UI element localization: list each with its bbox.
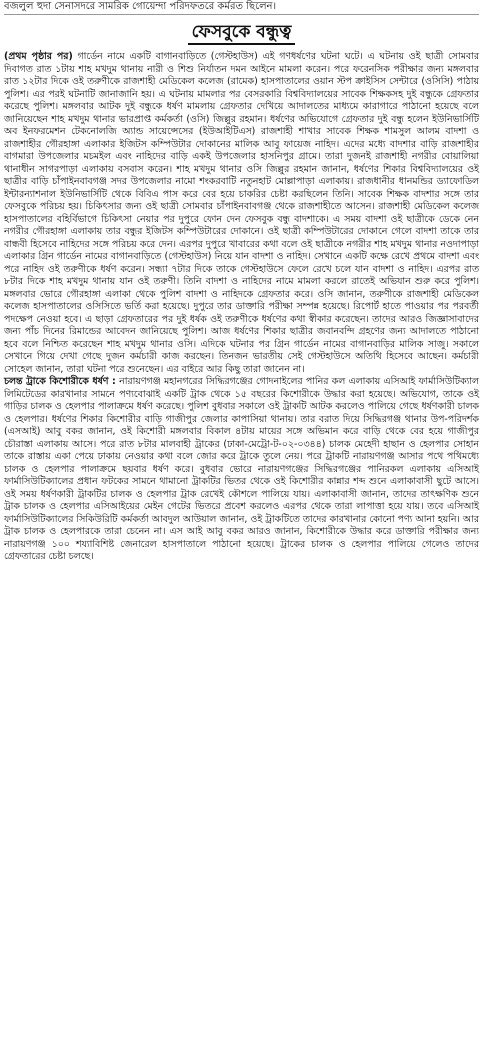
story-1-paragraph xyxy=(4,51,479,376)
previous-story-tail: বজলুল হুদা সেনাসদরে সামরিক গোয়েন্দা পরিদফতরে কর্মরত ছিলেন। xyxy=(4,0,479,15)
story-2-text: নারায়ণগঞ্জ মহানগরের সিদ্ধিরগঞ্জের গোদনাইলের পানির কল এলাকায় এসিআই ফার্মাসিউটিক্যাল লিমিটেডের কারখানার সামনে পণ্যবোঝাই একটি ট্রাক থেকে ১৫ বছরের কিশোরীকে উদ্ধার করা হয়েছে। অভিযোগ, তাকে ওই গাড়ির চালক ও হেলপার পালাক্রমে ধর্ষণ করেছে। পুলিশ বুধবার সকালে ওই ট্রাকটি আটক করলেও পালিয়ে গেছে ধর্ষণকারী চালক ও হেলপার। ধর্ষণের শিকার কিশোরীর বাড়ি গাজীপুর জেলার কাপাসিয়া থানায়। তার বরাত দিয়ে সিদ্ধিরগঞ্জ থানার উপ-পরিদর্শক (এসআই) আবু বকর জানান, ওই কিশোরী মঙ্গলবার বিকাল ৪টায় মায়ের সঙ্গে অভিমান করে বাড়ি থেকে বের হয়ে গাজীপুর চৌরাস্তা এলাকায় আসে। পরে রাত ৮টার মালবাহী ট্রাকের (ঢাকা-মেট্রো-ট-০২-০৩৪৪) চালক মেহেদী হাছান ও হেলপার সোহান তাকে রাস্তায় একা পেয়ে ঢাকায় নেওয়ার কথা বলে জোর করে ট্রাকে তুলে নেয়। পরে ট্রাকটি নারায়ণগঞ্জ আসার পথে পথিমধ্যে চালক ও হেলপার পালাক্রমে ছয়বার ধর্ষণ করে। বুধবার ভোরে নারায়ণগঞ্জের সিদ্ধিরগঞ্জের পানিরকল এলাকায় এসিআই ফার্মাসিউটিক্যালের প্রধান ফটকের সামনে থামানো ট্রাকটির ভিতর থেকে ওই কিশোরীর কান্নার শব্দ শুনে এলাকাবাসী ছুটে আসে। ওই সময় ধর্ষণকারী ট্রাকটির চালক ও হেলপার ট্রাক রেখেই কৌশলে পালিয়ে যায়। এলাকাবাসী জানান, তাদের তাৎক্ষণিক শুনে ট্রাক চালক ও হেলপার এসিআইয়ের মেইন গেটের ভিতরে প্রবেশ করলেও এরপর থেকে তারা লাপাত্তা হয়ে যায়। তবে এসিআই ফার্মাসিউটিক্যালের সিকিউরিটি কর্মকর্তা আবদুল আউয়াল জানান, ওই ট্রাকটিতে তাদের কারখানার কোনো পণ্য আনা হয়নি। আর ট্রাক চালক ও হেলপারকে তারা চেনেন না। এস আই আবু বকর আরও জানান, কিশোরীকে উদ্ধার করে ডাক্তারি পরীক্ষার জন্য নারায়ণগঞ্জ ১০০ শয্যাবিশিষ্ট জেনারেল হাসপাতালে পাঠানো হয়েছে। ট্রাকের চালক ও হেলপার পালিয়ে গেলেও তাদের গ্রেফতারের চেষ্টা চলছে। xyxy=(4,376,479,562)
headline: ফেসবুকে বন্ধুত্ব xyxy=(188,21,296,45)
story-2-subhead: চলন্ত ট্রাকে কিশোরীকে ধর্ষণ : xyxy=(4,376,116,387)
continuation-marker: (প্রথম পৃষ্ঠার পর) xyxy=(4,51,73,62)
article-body xyxy=(4,51,479,564)
story-1-text: গার্ডেন নামে একটি বাগানবাড়িতে (গেস্টহাউস) এই গণধর্ষণের ঘটনা ঘটে। এ ঘটনায় ওই ছাত্রী সোমবার দিবাগত রাত ১টায় শাহ মখদুম থানায় নারী ও শিশু নির্যাতন দমন আইনে মামলা করেন। পরে ফরেনসিক পরীক্ষার জন্য মঙ্গলবার রাত ১২টার দিকে ওই তরুণীকে রাজশাহী মেডিকেল কলেজ (রামেক) হাসপাতালের ওয়ান স্টপ ক্রাইসিস সেন্টারে (ওসিসি) পাঠায় পুলিশ। এর পরই ঘটনাটি জানাজানি হয়। এ ঘটনায় মামলার পর বেসরকারি বিশ্ববিদ্যালয়ের সাবেক শিক্ষকসহ দুই বন্ধুকে গ্রেফতার করেছে পুলিশ। মঙ্গলবার আটক দুই বন্ধুকে ধর্ষণ মামলায় গ্রেফতার দেখিয়ে আদালতের মাধ্যমে কারাগারে পাঠানো হয়েছে বলে জানিয়েছেন শাহ মখদুম থানার ভারপ্রাপ্ত কর্মকর্তা (ওসি) জিল্লুর রহমান। ধর্ষণের অভিযোগে গ্রেফতার দুই বন্ধু হলেন ইউনিভার্সিটি অব ইনফরমেশন টেকনোলজি অ্যান্ড সায়েন্সেসের (ইউআইটিএস) রাজশাহী শাখার সাবেক শিক্ষক শামসুল আলম বাদশা ও রাজশাহীর গৌরহাঙ্গা এলাকার ইজিটস কম্পিউটার দোকানের মালিক আবু ফায়েজ নাহিদ। এদের মধ্যে বাদশার বাড়ি রাজশাহীর বাগমারা উপজেলার মচমইল এবং নাহিদের বাড়ি একই উপজেলার হাসনিপুর গ্রামে। তারা দুজনই রাজশাহী নগরীর বোয়ালিয়া থানাধীন সাগরপাড়া এলাকায় বসবাস করেন। শাহ মখদুম থানার ওসি জিল্লুর রহমান জানান, ধর্ষণের শিকার বিশ্ববিদ্যালয়ের ওই ছাত্রীর বাড়ি চাঁপাইনবাবগঞ্জ সদর উপজেলার নামো শংকরবাটি নতুনহাট মোল্লাপাড়া এলাকায়। রাজধানীর ধানমন্ডির ড্যাফোডিল ইন্টারন্যাশনাল ইউনিভার্সিটি থেকে বিবিএ পাস করে বের হয়ে চাকরির চেষ্টা করছিলেন তিনি। সাবেক শিক্ষক বাদশার সঙ্গে তার ফেসবুকে পরিচয় হয়। চিকিৎসার জন্য ওই ছাত্রী সোমবার চাঁপাইনবাবগঞ্জ থেকে রাজশাহীতে আসেন। রাজশাহী মেডিকেল কলেজ হাসপাতালের বহির্বিভাগে চিকিৎসা নেয়ার পর দুপুরে ফোন দেন ফেসবুক বন্ধু বাদশাকে। এ সময় বাদশা ওই ছাত্রীকে ডেকে নেন নগরীর গৌরহাঙ্গা এলাকায় তার বন্ধুর ইজিটস কম্পিউটারের দোকানে। ওই ছাত্রী কম্পিউটারের দোকানে গেলে বাদশা তাকে তার বান্ধবী হিসেবে নাহিদের সঙ্গে পরিচয় করে দেন। এরপর দুপুরে খাবারের কথা বলে ওই ছাত্রীকে নগরীর শাহ মখদুম থানার নওদাপাড়া এলাকার গ্রিন গার্ডেন নামের বাগানবাড়িতে (গেস্টহাউস) নিয়ে যান বাদশা ও নাহিদ। সেখানে একটি কক্ষে রেখে প্রথমে বাদশা এবং পরে নাহিদ ওই তরুণীকে ধর্ষণ করেন। সন্ধ্যা ৭টার দিকে তাকে গেস্টহাউসে ফেলে রেখে চলে যান বাদশা ও নাহিদ। এরপর রাত ৮টার দিকে শাহ মখদুম থানায় যান ওই তরুণী। তিনি বাদশা ও নাহিদের নামে মামলা করলে রাতেই অভিযান শুরু করে পুলিশ। মঙ্গলবার ভোরে গৌরহাঙ্গা এলাকা থেকে পুলিশ বাদশা ও নাহিদকে গ্রেফতার করে। ওসি জানান, তরুণীকে রাজশাহী মেডিকেল কলেজ হাসপাতালের ওসিসিতে ভর্তি করা হয়েছে। দুপুরে তার ডাক্তারি পরীক্ষা সম্পন্ন হয়েছে। রিপোর্ট হাতে পাওয়ার পর পরবর্তী পদক্ষেপ নেওয়া হবে। এ ছাড়া গ্রেফতারের পর দুই ধর্ষক ওই তরুণীকে ধর্ষণের কথা স্বীকার করেছেন। তাদের আরও জিজ্ঞাসাবাদের জন্য পাঁচ দিনের রিমান্ডের আবেদন জানিয়েছে পুলিশ। আজ ধর্ষণের শিকার ছাত্রীর জবানবন্দি গ্রহণের জন্য আদালতে পাঠানো হবে বলে নিশ্চিত করেছেন শাহ মখদুম থানার ওসি। এদিকে ঘটনার পর গ্রিন গার্ডেন নামের বাগানবাড়ির মালিক সাজু। সকালে সেখানে গিয়ে দেখা গেছে দুজন কর্মচারী কাজ করছেন। তিনজন ভারতীয় সেই গেস্টহাউসে অতিথি হিসেবে আছেন। কর্মচারী সোহেল জানান, তারা ঘটনা পরে শুনেছেন। এর বাইরে আর কিছু তারা জানেন না। xyxy=(4,51,479,375)
story-2-paragraph xyxy=(4,376,479,564)
headline-container xyxy=(4,21,479,45)
